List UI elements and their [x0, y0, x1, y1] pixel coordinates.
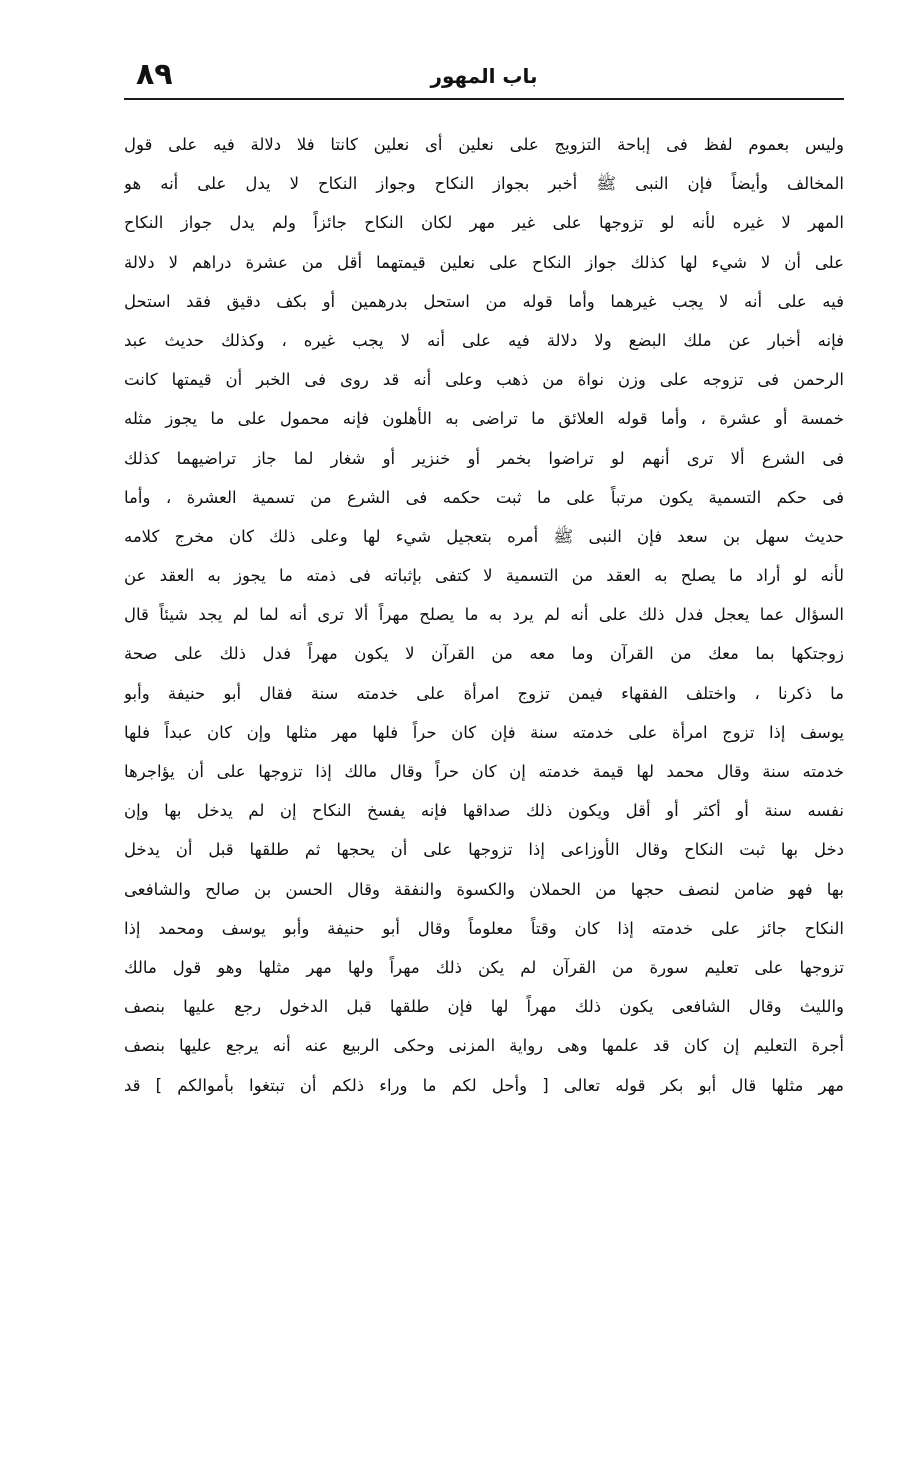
text-line: حديث سهل بن سعد فإن النبى ﷺ أمره بتعجيل شيء لها وعلى ذلك كان مخرج كلامه: [124, 526, 844, 546]
text-line: نفسه سنة أو أكثر أو أقل ويكون ذلك صداقها فإنه يفسخ النكاح إن لم يدخل بها وإن: [124, 801, 844, 821]
text-line: على أن لا شيء لها كذلك جواز النكاح على نعلين قيمتهما أقل من عشرة دراهم لا دلالة: [124, 252, 844, 272]
text-line: فيه على أنه لا يجب غيرهما وأما قوله من استحل بدرهمين أو بكف دقيق فقد استحل: [124, 291, 844, 311]
text-line: وليس بعموم لفظ فى إباحة التزويج على نعلين أى نعلين كانتا فلا دلالة فيه على قول: [124, 135, 844, 154]
text-line: الرحمن فى تزوجه على وزن نواة من ذهب وعلى أنه قد روى فى الخبر أن قيمتها كانت: [124, 370, 844, 390]
text-line: والليث وقال الشافعى يكون ذلك مهراً لها فإن طلقها قبل الدخول رجع عليها بنصف: [124, 997, 844, 1017]
header-rule: [124, 98, 844, 100]
text-line: فى الشرع ألا ترى أنهم لو تراضوا بخمر أو خنزير أو شغار لما جاز تراضيهما كذلك: [124, 448, 844, 468]
page-number: ٨٩: [136, 57, 173, 92]
text-line: خمسة أو عشرة ، وأما قوله العلائق ما تراضى به الأهلون فإنه محمول على ما يجوز مثله: [124, 409, 844, 429]
text-line: فى حكم التسمية يكون مرتباً على ما ثبت حكمه فى الشرع من تسمية العشرة ، وأما: [124, 487, 844, 507]
text-line: فإنه أخبار عن ملك البضع ولا دلالة فيه على أنه لا يجب غيره ، وكذلك حديث عبد: [124, 330, 844, 350]
text-line: يوسف إذا تزوج امرأة على خدمته سنة فإن كان حراً فلها مهر مثلها وإن كان عبداً فلها: [124, 722, 844, 742]
text-line: أجرة التعليم إن كان قد علمها وهى رواية المزنى وحكى الربيع عنه أنه يرجع عليها بنصف: [124, 1036, 844, 1056]
body-text: [124, 125, 844, 1105]
text-line: النكاح جائز على خدمته إذا كان وقتاً معلوماً وقال أبو حنيفة وأبو يوسف ومحمد إذا: [124, 918, 844, 938]
page-header: [124, 58, 844, 96]
text-line: ما ذكرنا ، واختلف الفقهاء فيمن تزوج امرأة على خدمته سنة فقال أبو حنيفة وأبو: [124, 683, 844, 703]
text-line: زوجتكها بما معك من القرآن وما معه من القرآن لا يكون مهراً فدل ذلك على صحة: [124, 644, 844, 664]
text-line: بها فهو ضامن لنصف حجها من الحملان والكسوة والنفقة وقال الحسن بن صالح والشافعى: [124, 879, 844, 899]
text-line: دخل بها ثبت النكاح وقال الأوزاعى إذا تزوجها على أن يحجها ثم طلقها قبل أن يدخل: [124, 840, 844, 860]
text-line: المخالف وأيضاً فإن النبى ﷺ أخبر بجواز النكاح وجواز النكاح لا يدل على أنه هو: [124, 174, 844, 194]
text-line: السؤال عما يعجل فدل ذلك على أنه لم يرد به ما يصلح مهراً ألا ترى أنه لما لم يجد شيئاً قال: [124, 605, 844, 625]
text-line: تزوجها على تعليم سورة من القرآن لم يكن ذلك مهراً ولها مهر مثلها وهو قول مالك: [124, 957, 844, 977]
text-line: المهر لا غيره لأنه لو تزوجها على غير مهر لكان النكاح جائزاً ولم يدل جواز النكاح: [124, 213, 844, 233]
text-line: خدمته سنة وقال محمد لها قيمة خدمته إن كان حراً وقال مالك إذا تزوجها على أن يؤاجرها: [124, 762, 844, 781]
text-line: مهر مثلها قال أبو بكر قوله تعالى [ وأحل لكم ما وراء ذلكم أن تبتغوا بأموالكم ] قد: [124, 1075, 844, 1095]
running-title: باب المهور: [430, 64, 538, 88]
text-line: لأنه لو أراد ما يصلح به العقد من التسمية لا كتفى بإثباته فى ذمته ما يجوز به العقد عن: [124, 566, 844, 586]
